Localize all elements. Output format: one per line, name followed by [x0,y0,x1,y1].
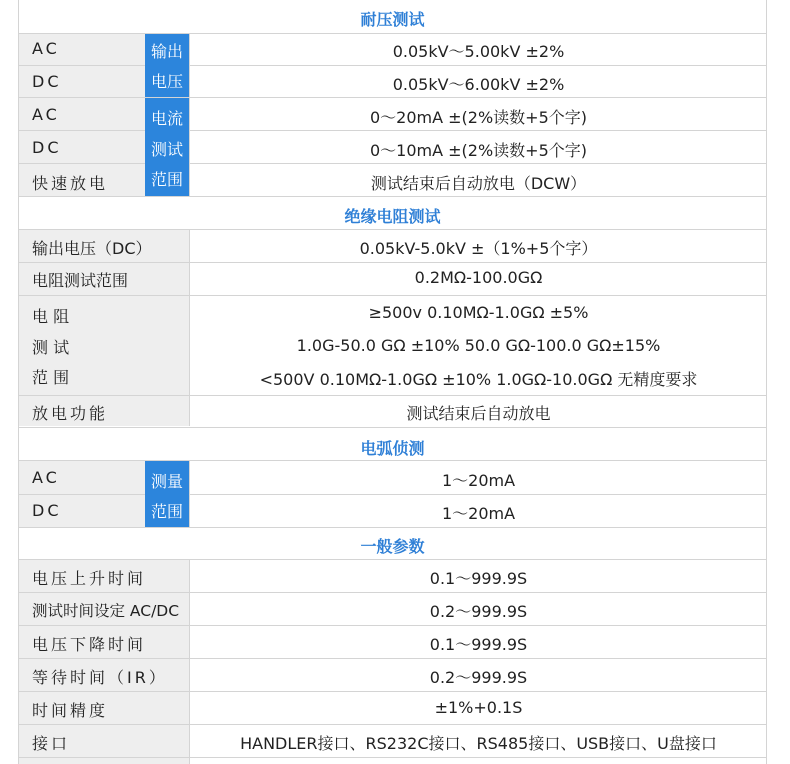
row-label-time-accuracy: 时间精度 [32,701,109,720]
row-divider [18,527,767,528]
tag-text: 范围 [150,502,183,521]
accuracy-line: <500V 0.10MΩ-1.0GΩ ±10% 1.0GΩ-10.0GΩ 无精度要求 [259,370,698,389]
row-label-discharge-function: 放电功能 [32,404,109,423]
section-title-arc: 电弧侦测 [360,439,425,458]
row-label-dc: DC [32,501,62,520]
row-divider [18,757,767,758]
row-label-dc: DC [32,138,62,157]
row-label-range: 电阻测试范围 [32,271,129,290]
section-title-general: 一般参数 [360,537,425,556]
row-label-wait-time: 等待时间（IR） [32,668,168,687]
row-label-accuracy: 测 试 [32,338,70,357]
row-divider [18,460,767,461]
ac-current-value: 0～20mA ±(2%读数+5个字) [369,108,588,127]
tag-text: 测量 [150,472,183,491]
time-accuracy-value: ±1%+0.1S [434,698,523,717]
row-label-rise-time: 电压上升时间 [32,569,147,588]
row-divider [18,658,767,659]
tag-text: 测试 [150,140,183,159]
row-divider [18,295,767,296]
row-label-discharge: 快速放电 [32,174,109,193]
row-divider [18,163,145,164]
interface-value: HANDLER接口、RS232C接口、RS485接口、USB接口、U盘接口 [240,734,717,753]
tag-text: 电流 [150,109,183,128]
row-label-ac: AC [32,468,60,487]
row-divider [189,65,767,66]
row-divider [18,33,767,34]
row-divider [18,724,767,725]
section-title-insulation: 绝缘电阻测试 [344,207,441,226]
row-divider [18,196,767,197]
wait-time-value: 0.2～999.9S [429,668,528,687]
row-label-dc: DC [32,72,62,91]
section-title-withstand: 耐压测试 [360,10,425,29]
rise-time-value: 0.1～999.9S [429,569,528,588]
row-divider [18,130,145,131]
row-divider [18,262,767,263]
row-divider [18,427,767,428]
row-label-accuracy: 电 阻 [32,307,70,326]
row-label-ac: AC [32,105,60,124]
test-time-value: 0.2～999.9S [429,602,528,621]
row-label-fall-time: 电压下降时间 [32,635,147,654]
row-divider [189,494,767,495]
tag-text: 范围 [150,170,183,189]
discharge-value: 测试结束后自动放电（DCW） [370,174,587,193]
row-divider [18,229,767,230]
fall-time-value: 0.1～999.9S [429,635,528,654]
row-divider [18,691,767,692]
row-label-test-time: 测试时间设定 AC/DC [32,602,180,620]
dc-current-value: 0～10mA ±(2%读数+5个字) [369,141,588,160]
column-divider [189,230,190,426]
row-label-output-voltage: 输出电压（DC） [32,239,152,258]
row-divider [189,130,767,131]
accuracy-line: 1.0G-50.0 GΩ ±10% 50.0 GΩ-100.0 GΩ±15% [296,336,661,355]
arc-ac-value: 1～20mA [441,471,516,490]
arc-dc-value: 1～20mA [441,504,516,523]
row-divider [18,559,767,560]
ac-voltage-value: 0.05kV～5.00kV ±2% [392,42,565,61]
row-label-accuracy: 范 围 [32,368,70,387]
row-divider [18,625,767,626]
row-divider [189,163,767,164]
accuracy-line: ≥500v 0.10MΩ-1.0GΩ ±5% [368,303,589,322]
dc-voltage-value: 0.05kV～6.00kV ±2% [392,75,565,94]
row-divider [18,65,145,66]
row-label-ac: AC [32,39,60,58]
tag-text: 输出 [150,42,183,61]
discharge-function-value: 测试结束后自动放电 [406,404,551,423]
range-value: 0.2MΩ-100.0GΩ [414,268,543,287]
row-divider [18,592,767,593]
row-label-interface: 接口 [32,734,71,753]
row-divider [18,395,767,396]
row-divider [18,494,145,495]
row-divider [18,97,767,98]
output-voltage-value: 0.05kV-5.0kV ±（1%+5个字） [359,239,598,258]
tag-text: 电压 [150,72,183,91]
